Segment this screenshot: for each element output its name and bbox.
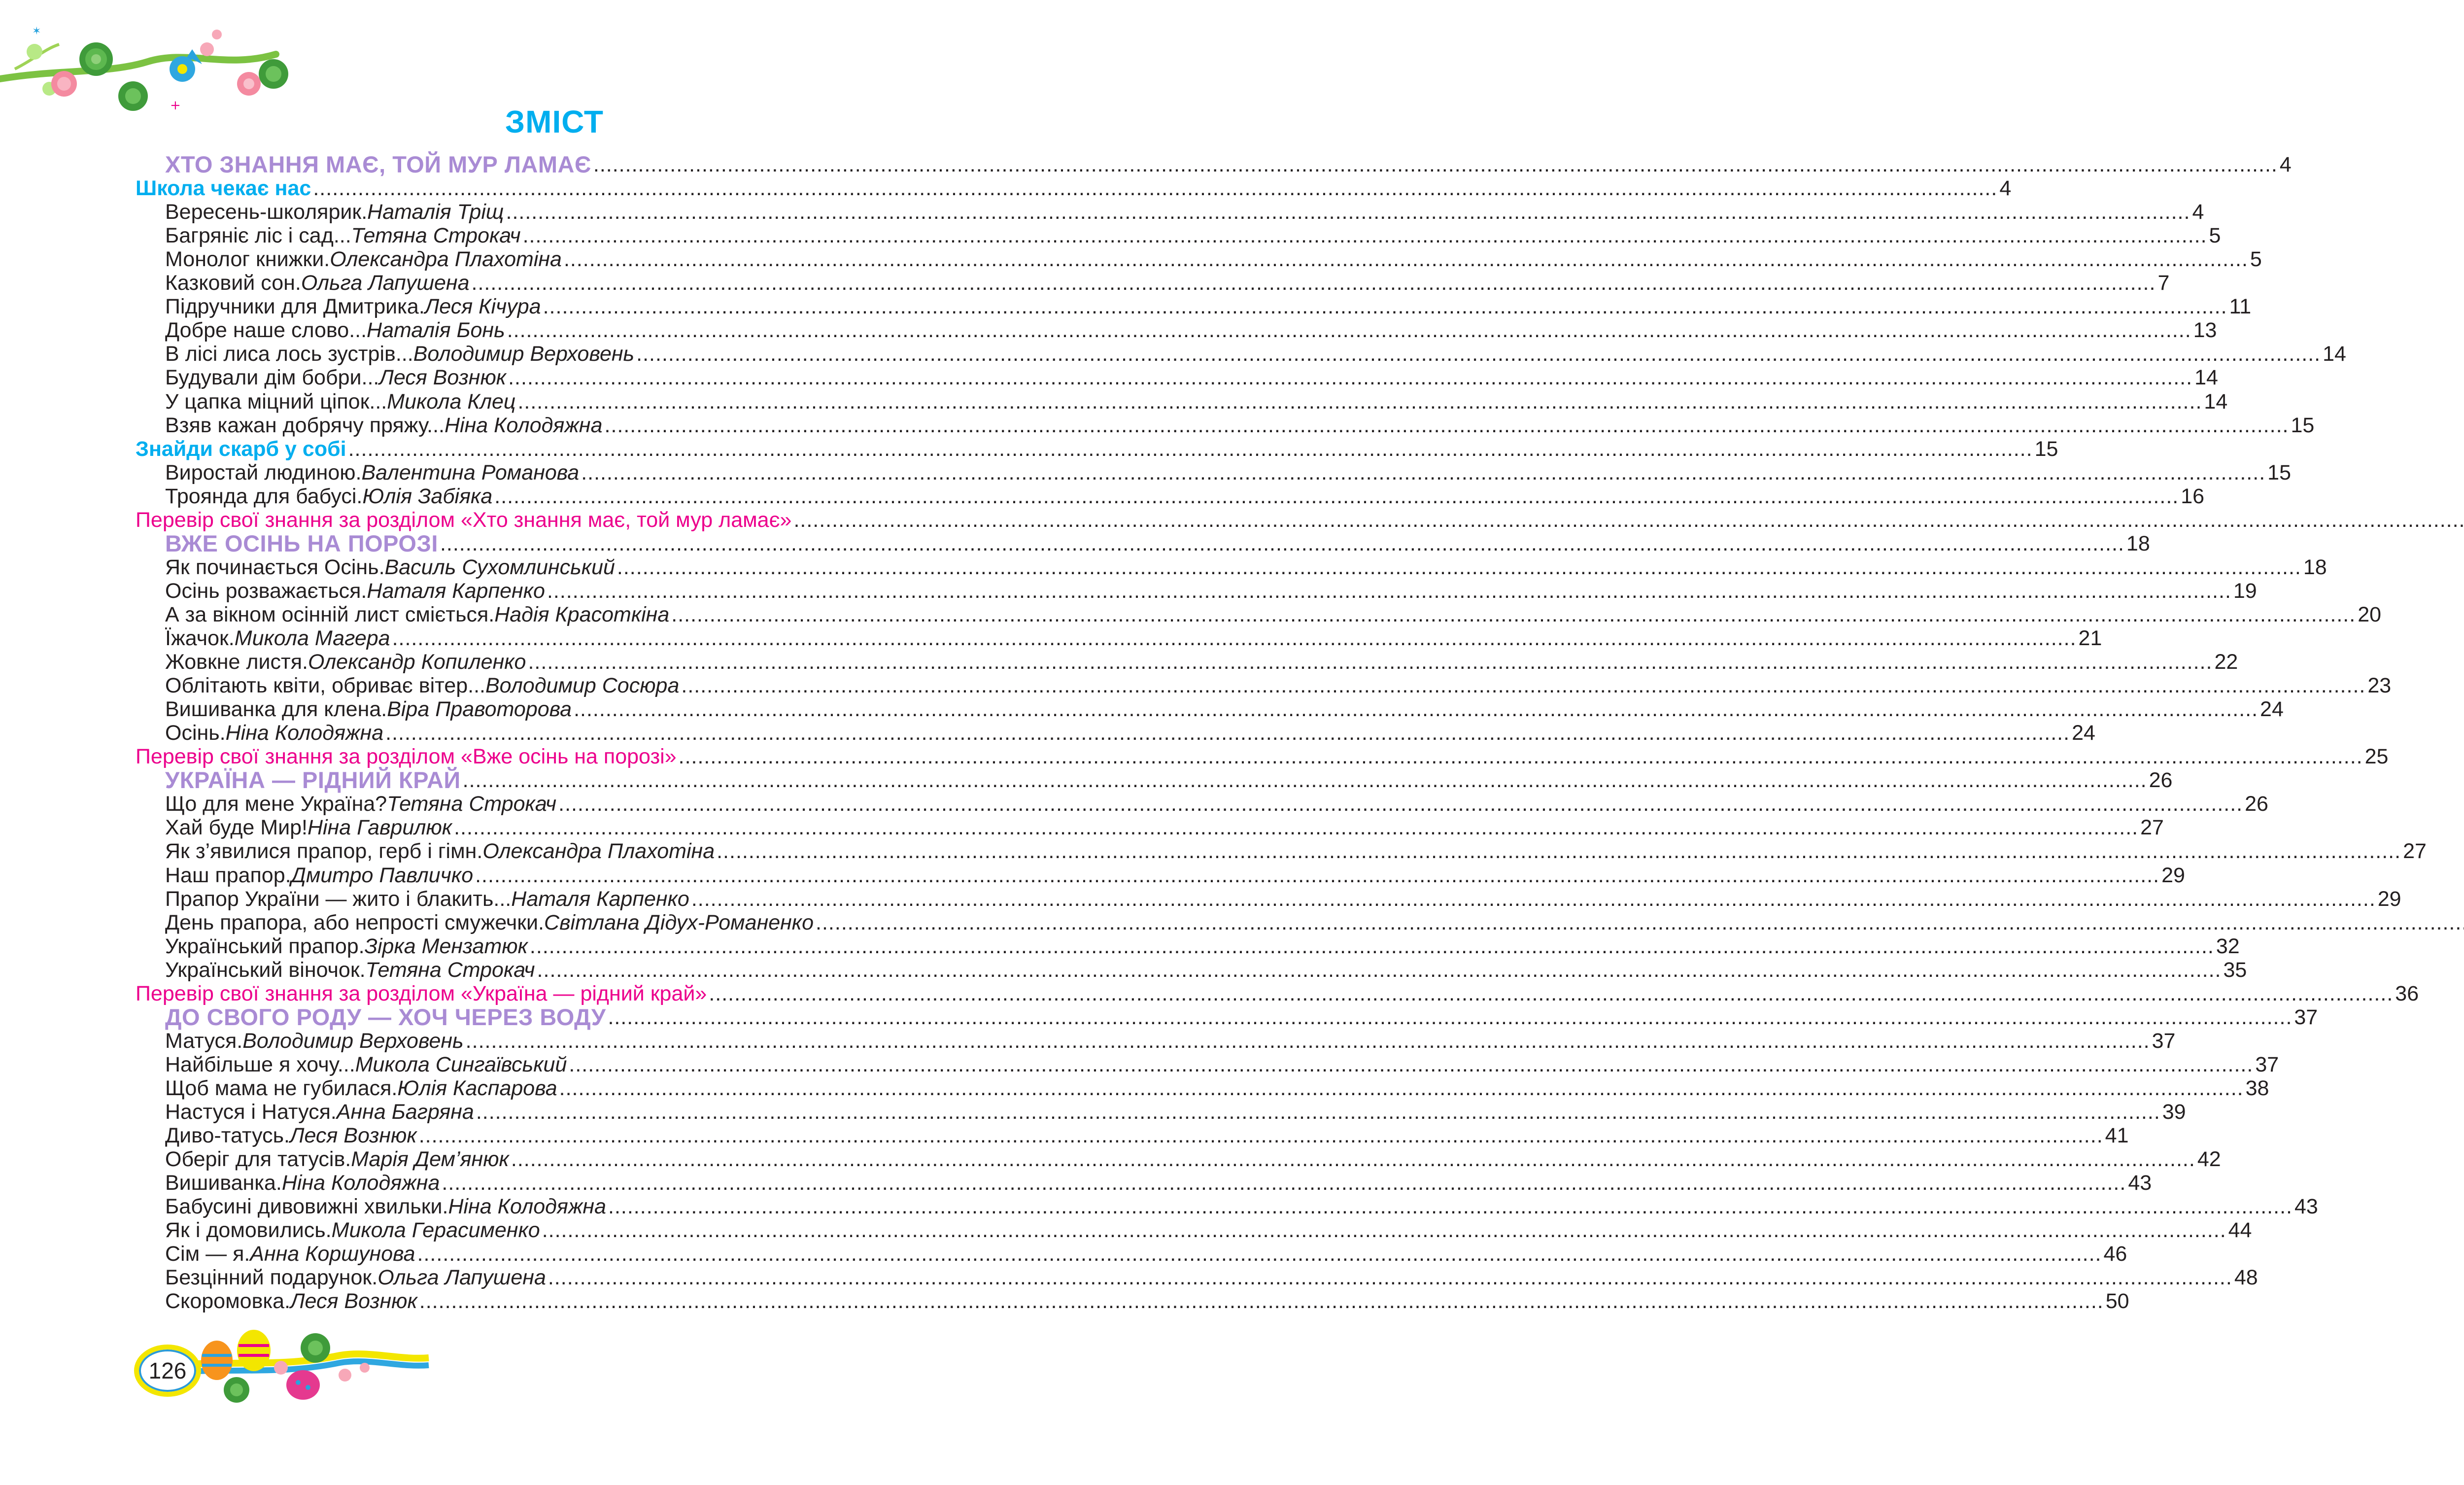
toc-entry-page: 15	[2291, 413, 2315, 437]
toc-entry-author: Наталя Карпенко	[511, 887, 689, 911]
toc-entry-page: 41	[2105, 1124, 2129, 1148]
toc-entry-item	[0, 1171, 2152, 1195]
dot-leader	[679, 745, 2363, 768]
toc-entry-item	[0, 366, 2218, 390]
toc-entry-page: 46	[2103, 1242, 2127, 1266]
toc-entry-author: Тетяна Строкач	[387, 792, 557, 816]
toc-entry-item	[0, 674, 2392, 698]
toc-entry-review	[0, 981, 2419, 1005]
toc-entry-item	[0, 460, 2291, 484]
toc-entry-page: 20	[2358, 602, 2382, 626]
dot-leader	[636, 342, 2321, 366]
dot-leader	[559, 1076, 2244, 1100]
dot-leader	[558, 792, 2243, 816]
floral-vine-decoration	[0, 15, 296, 113]
svg-text:✶: ✶	[32, 25, 41, 37]
toc-entry-item	[0, 413, 2315, 437]
dot-leader	[440, 532, 2124, 555]
svg-text:+: +	[170, 98, 181, 113]
toc-entry-page: 4	[2192, 200, 2204, 224]
toc-entry-author: Світлана Дідух-Романенко	[544, 910, 814, 934]
dot-leader	[793, 508, 2464, 532]
dot-leader	[385, 721, 2070, 745]
toc-entry-page: 7	[2157, 271, 2170, 295]
toc-entry-author: Ольга Лапушена	[301, 271, 470, 295]
dot-leader	[617, 555, 2301, 579]
toc-entry-title: Осінь.	[165, 721, 226, 745]
toc-entry-author: Леся Вознюк	[290, 1289, 417, 1313]
toc-entry-title: Облітають квіти, обриває вітер...	[165, 674, 485, 698]
toc-entry-title: Український прапор.	[165, 934, 365, 958]
toc-entry-title: Взяв кажан добрячу пряжу...	[165, 413, 445, 437]
toc-entry-item	[0, 839, 2427, 863]
toc-entry-page: 29	[2161, 863, 2185, 887]
dot-leader	[348, 437, 2033, 461]
toc-entry-page: 15	[2267, 460, 2291, 484]
toc-entry-author: Тетяна Строкач	[365, 958, 535, 982]
toc-entry-title: Український віночок.	[165, 958, 366, 982]
dot-leader	[537, 958, 2222, 982]
toc-entry-page: 42	[2197, 1147, 2221, 1172]
dot-leader	[569, 1053, 2253, 1076]
dot-leader	[494, 484, 2179, 508]
toc-entry-title: Бабусині дивовижні хвильки.	[165, 1195, 448, 1219]
toc-entry-page: 37	[2294, 1005, 2318, 1029]
toc-entry-title: Багряніє ліс і сад...	[165, 224, 351, 248]
toc-entry-page: 50	[2105, 1289, 2129, 1313]
dot-leader	[581, 461, 2265, 484]
toc-entry-item	[0, 602, 2382, 626]
dot-leader	[564, 247, 2248, 271]
toc-entry-item	[0, 1124, 2129, 1148]
toc-entry-author: Олександр Копиленко	[308, 650, 526, 674]
dot-leader	[542, 1218, 2226, 1242]
dot-leader	[709, 982, 2393, 1005]
dot-leader	[608, 1195, 2293, 1218]
toc-entry-title: Троянда для бабусі.	[165, 484, 363, 508]
toc-entry-item	[0, 484, 2205, 508]
toc-entry-item	[0, 295, 2252, 319]
toc-entry-author: Леся Вознюк	[379, 366, 507, 390]
dot-leader	[313, 176, 1997, 200]
toc-entry-page: 43	[2128, 1171, 2152, 1195]
page-title: ЗМІСТ	[505, 104, 604, 139]
dot-leader	[528, 650, 2212, 674]
dot-leader	[476, 1100, 2160, 1124]
toc-entry-item	[0, 1242, 2127, 1266]
toc-entry-author: Ніна Колодяжна	[445, 413, 603, 437]
page-number-badge	[134, 1345, 201, 1397]
toc-entry-item	[0, 579, 2257, 603]
toc-entry-title: Як починається Осінь.	[165, 555, 385, 579]
toc-entry-title: Настуся і Натуся.	[165, 1100, 337, 1124]
toc-entry-page: 27	[2140, 816, 2164, 840]
toc-entry-page: 38	[2245, 1076, 2269, 1100]
toc-entry-author: Володимир Верховень	[242, 1029, 464, 1053]
dot-leader	[454, 816, 2138, 839]
dot-leader	[507, 318, 2191, 342]
toc-entry-item	[0, 1052, 2279, 1076]
toc-entry-item	[0, 555, 2327, 579]
toc-entry-title: Монолог книжки.	[165, 247, 330, 272]
toc-entry-title: Школа чекає нас	[136, 176, 311, 201]
toc-entry-author: Ніна Колодяжна	[448, 1195, 607, 1219]
toc-entry-title: Найбільше я хочу...	[165, 1052, 355, 1076]
toc-entry-author: Марія Дем’янюк	[351, 1147, 509, 1172]
toc-entry-title: Знайди скарб у собі	[136, 437, 346, 461]
toc-entry-author: Ольга Лапушена	[377, 1266, 546, 1290]
toc-entry-item	[0, 816, 2164, 840]
dot-leader	[472, 271, 2156, 295]
toc-entry-title: Будували дім бобри...	[165, 366, 379, 390]
toc-entry-title: Прапор України — жито і блакить...	[165, 887, 512, 911]
toc-entry-title: У цапка міцний ціпок...	[165, 389, 387, 414]
toc-entry-item	[0, 958, 2247, 982]
toc-entry-page: 36	[2395, 981, 2419, 1005]
toc-entry-author: Тетяна Строкач	[351, 224, 521, 248]
toc-entry-page: 37	[2152, 1029, 2176, 1053]
toc-entry-title: ВЖЕ ОСІНЬ НА ПОРОЗІ	[165, 530, 438, 556]
toc-entry-author: Микола Герасименко	[331, 1218, 540, 1243]
toc-entry-page: 43	[2294, 1195, 2318, 1219]
toc-entry-item	[0, 1029, 2176, 1053]
toc-entry-item	[0, 626, 2102, 650]
toc-entry-title: Безцінний подарунок.	[165, 1266, 378, 1290]
toc-entry-title: В лісі лиса лось зустрів...	[165, 342, 413, 366]
toc-entry-title: Сім — я.	[165, 1242, 250, 1266]
toc-entry-title: Добре наше слово...	[165, 318, 367, 343]
toc-entry-item	[0, 887, 2401, 911]
toc-entry-page: 13	[2193, 318, 2217, 343]
toc-entry-author: Микола Сингаївський	[355, 1052, 567, 1076]
toc-entry-page: 24	[2260, 697, 2284, 722]
dot-leader	[475, 863, 2159, 887]
toc-entry-author: Леся Кічура	[424, 295, 541, 319]
toc-entry-item	[0, 650, 2238, 674]
toc-entry-page: 14	[2194, 366, 2218, 390]
toc-entry-item	[0, 224, 2221, 248]
toc-entry-title: Перевір свої знання за розділом «Хто знання має, той мур ламає»	[136, 508, 792, 532]
dot-leader	[517, 390, 2202, 414]
toc-entry-review	[0, 745, 2389, 769]
toc-entry-item	[0, 863, 2185, 887]
toc-entry-page: 26	[2149, 768, 2173, 793]
toc-entry-author: Наталія Бонь	[367, 318, 505, 343]
dot-leader	[548, 1266, 2232, 1289]
dot-leader	[543, 295, 2227, 318]
toc-entry-title: Як з’явилися прапор, герб і гімн.	[165, 839, 483, 863]
toc-entry-title: А за вікном осінній лист сміється.	[165, 602, 495, 626]
toc-entry-page: 14	[2323, 342, 2346, 366]
toc-entry-author: Олександра Плахотіна	[330, 247, 562, 272]
page-number: 126	[148, 1358, 187, 1383]
dot-leader	[681, 674, 2365, 697]
toc-entry-title: ХТО ЗНАННЯ МАЄ, ТОЙ МУР ЛАМАЄ	[165, 151, 591, 177]
toc-entry-part	[0, 151, 2292, 177]
toc-entry-title: Вишиванка для клена.	[165, 697, 387, 722]
toc-entry-author: Ніна Гаврилюк	[307, 816, 452, 840]
dot-leader	[523, 224, 2207, 247]
toc-entry-item	[0, 792, 2268, 816]
dot-leader	[417, 1242, 2102, 1266]
dot-leader	[511, 1147, 2195, 1171]
toc-entry-page: 19	[2233, 579, 2257, 603]
toc-entry-author: Зірка Мензатюк	[364, 934, 528, 958]
toc-entry-title: Виростай людиною.	[165, 460, 362, 484]
dot-leader	[442, 1171, 2126, 1195]
toc-entry-page: 44	[2228, 1218, 2252, 1243]
toc-entry-author: Василь Сухомлинський	[384, 555, 615, 579]
toc-entry-page: 4	[2279, 153, 2292, 176]
toc-entry-item	[0, 1100, 2186, 1124]
toc-entry-page: 25	[2364, 745, 2389, 769]
toc-entry-author: Надія Красоткіна	[494, 602, 670, 626]
toc-entry-page: 5	[2209, 224, 2221, 248]
toc-entry-title: Їжачок.	[165, 626, 235, 650]
toc-entry-page: 23	[2367, 674, 2392, 698]
toc-entry-item	[0, 1289, 2129, 1313]
toc-entry-page: 35	[2223, 958, 2247, 982]
toc-entry-author: Володимир Сосюра	[485, 674, 680, 698]
toc-entry-title: Оберіг для татусів.	[165, 1147, 351, 1172]
toc-entry-author: Анна Коршунова	[250, 1242, 415, 1266]
toc-entry-page: 18	[2303, 555, 2327, 579]
dot-leader	[506, 200, 2190, 224]
dot-leader	[547, 579, 2231, 603]
toc-entry-author: Ніна Колодяжна	[281, 1171, 440, 1195]
dot-leader	[419, 1289, 2104, 1313]
toc-entry-author: Олександра Плахотіна	[482, 839, 715, 863]
toc-entry-page: 24	[2072, 721, 2095, 745]
toc-entry-author: Віра Правоторова	[387, 697, 572, 722]
toc-entry-title: Щоб мама не губилася.	[165, 1076, 398, 1100]
dot-leader	[608, 1005, 2292, 1029]
toc-entry-title: ДО СВОГО РОДУ — ХОЧ ЧЕРЕЗ ВОДУ	[165, 1003, 606, 1030]
toc-entry-page: 15	[2034, 437, 2058, 461]
dot-leader	[605, 414, 2289, 437]
toc-entry-author: Юлія Каспарова	[397, 1076, 557, 1100]
toc-entry-page: 4	[1999, 176, 2012, 201]
toc-entry-page: 21	[2078, 626, 2102, 650]
toc-entry-title: Як і домовились.	[165, 1218, 332, 1243]
toc-entry-author: Микола Клец	[387, 389, 516, 414]
toc-entry-author: Леся Вознюк	[289, 1124, 417, 1148]
toc-entry-page: 22	[2214, 650, 2238, 674]
toc-entry-item	[0, 271, 2170, 295]
toc-entry-title: Вишиванка.	[165, 1171, 282, 1195]
toc-entry-item	[0, 1195, 2318, 1219]
toc-entry-title: Вересень-школярик.	[165, 200, 368, 224]
toc-entry-item	[0, 934, 2240, 958]
toc-entry-page: 27	[2403, 839, 2427, 863]
dot-leader	[816, 911, 2464, 934]
dot-leader	[463, 768, 2147, 792]
toc-entry-title: Диво-татусь.	[165, 1124, 290, 1148]
toc-entry-item	[0, 1147, 2221, 1172]
dot-leader	[593, 153, 2278, 176]
dot-leader	[392, 626, 2077, 650]
dot-leader	[717, 839, 2401, 863]
toc-entry-part	[0, 1003, 2318, 1030]
toc-entry-title: Скоромовка.	[165, 1289, 291, 1313]
toc-entry-title: УКРАЇНА — РІДНИЙ КРАЙ	[165, 767, 461, 794]
toc-entry-item	[0, 911, 1146, 934]
toc-entry-title: Перевір свої знання за розділом «Вже осінь на порозі»	[136, 745, 677, 769]
toc-entry-part	[0, 767, 2173, 794]
dot-leader	[508, 366, 2192, 389]
toc-entry-item	[0, 247, 2262, 272]
toc-entry-title: День прапора, або непрості смужечки.	[165, 910, 545, 934]
toc-entry-item	[0, 389, 2228, 414]
toc-entry-title: Наш прапор.	[165, 863, 291, 887]
toc-entry-page: 26	[2245, 792, 2268, 816]
toc-entry-title: Жовкне листя.	[165, 650, 308, 674]
toc-entry-author: Валентина Романова	[361, 460, 580, 484]
toc-entry-title: Осінь розважається.	[165, 579, 367, 603]
toc-entry-page: 11	[2229, 295, 2252, 319]
dot-leader	[530, 934, 2214, 958]
dot-leader	[419, 1124, 2103, 1147]
toc-entry-author: Анна Багряна	[336, 1100, 474, 1124]
toc-entry-page: 32	[2216, 934, 2240, 958]
dot-leader	[574, 697, 2258, 721]
toc-entry-title: Казковий сон.	[165, 271, 301, 295]
toc-entry-page: 5	[2250, 247, 2262, 272]
toc-entry-item	[0, 318, 2217, 343]
dot-leader	[691, 887, 2376, 911]
toc-entry-page: 48	[2234, 1266, 2258, 1290]
toc-entry-author: Юлія Забіяка	[362, 484, 493, 508]
toc-entry-item	[0, 1266, 2258, 1290]
toc-entry-review	[0, 508, 1116, 532]
toc-entry-title: Перевір свої знання за розділом «Україна — рідний край»	[136, 981, 707, 1005]
toc-entry-page: 37	[2255, 1052, 2279, 1076]
toc-entry-page: 16	[2181, 484, 2205, 508]
toc-entry-section	[0, 176, 2012, 201]
toc-entry-author: Наталія Тріщ	[367, 200, 504, 224]
dot-leader	[671, 603, 2356, 626]
toc-entry-author: Ніна Колодяжна	[225, 721, 384, 745]
dot-leader	[466, 1029, 2150, 1053]
toc-entry-title: Підручники для Дмитрика.	[165, 295, 425, 319]
toc-entry-page: 29	[2377, 887, 2401, 911]
toc-entry-page: 18	[2126, 531, 2150, 555]
toc-entry-title: Матуся.	[165, 1029, 243, 1053]
toc-entry-author: Наталя Карпенко	[367, 579, 545, 603]
toc-entry-item	[0, 721, 2095, 745]
toc-entry-item	[0, 697, 2284, 722]
toc-entry-item	[0, 1218, 2252, 1243]
toc-entry-page: 39	[2162, 1100, 2186, 1124]
toc-entry-part	[0, 530, 2150, 556]
toc-entry-item	[0, 1076, 2269, 1100]
toc-entry-page: 14	[2204, 389, 2228, 414]
toc-entry-title: Що для мене Україна?	[165, 792, 387, 816]
toc-entry-author: Микола Магера	[234, 626, 390, 650]
toc-entry-title: Хай буде Мир!	[165, 816, 308, 840]
toc-entry-item	[0, 200, 2204, 224]
toc-entry-item	[0, 342, 2346, 366]
toc-entry-section	[0, 437, 2058, 461]
toc-entry-author: Дмитро Павличко	[291, 863, 474, 887]
toc-entry-author: Володимир Верховень	[413, 342, 635, 366]
